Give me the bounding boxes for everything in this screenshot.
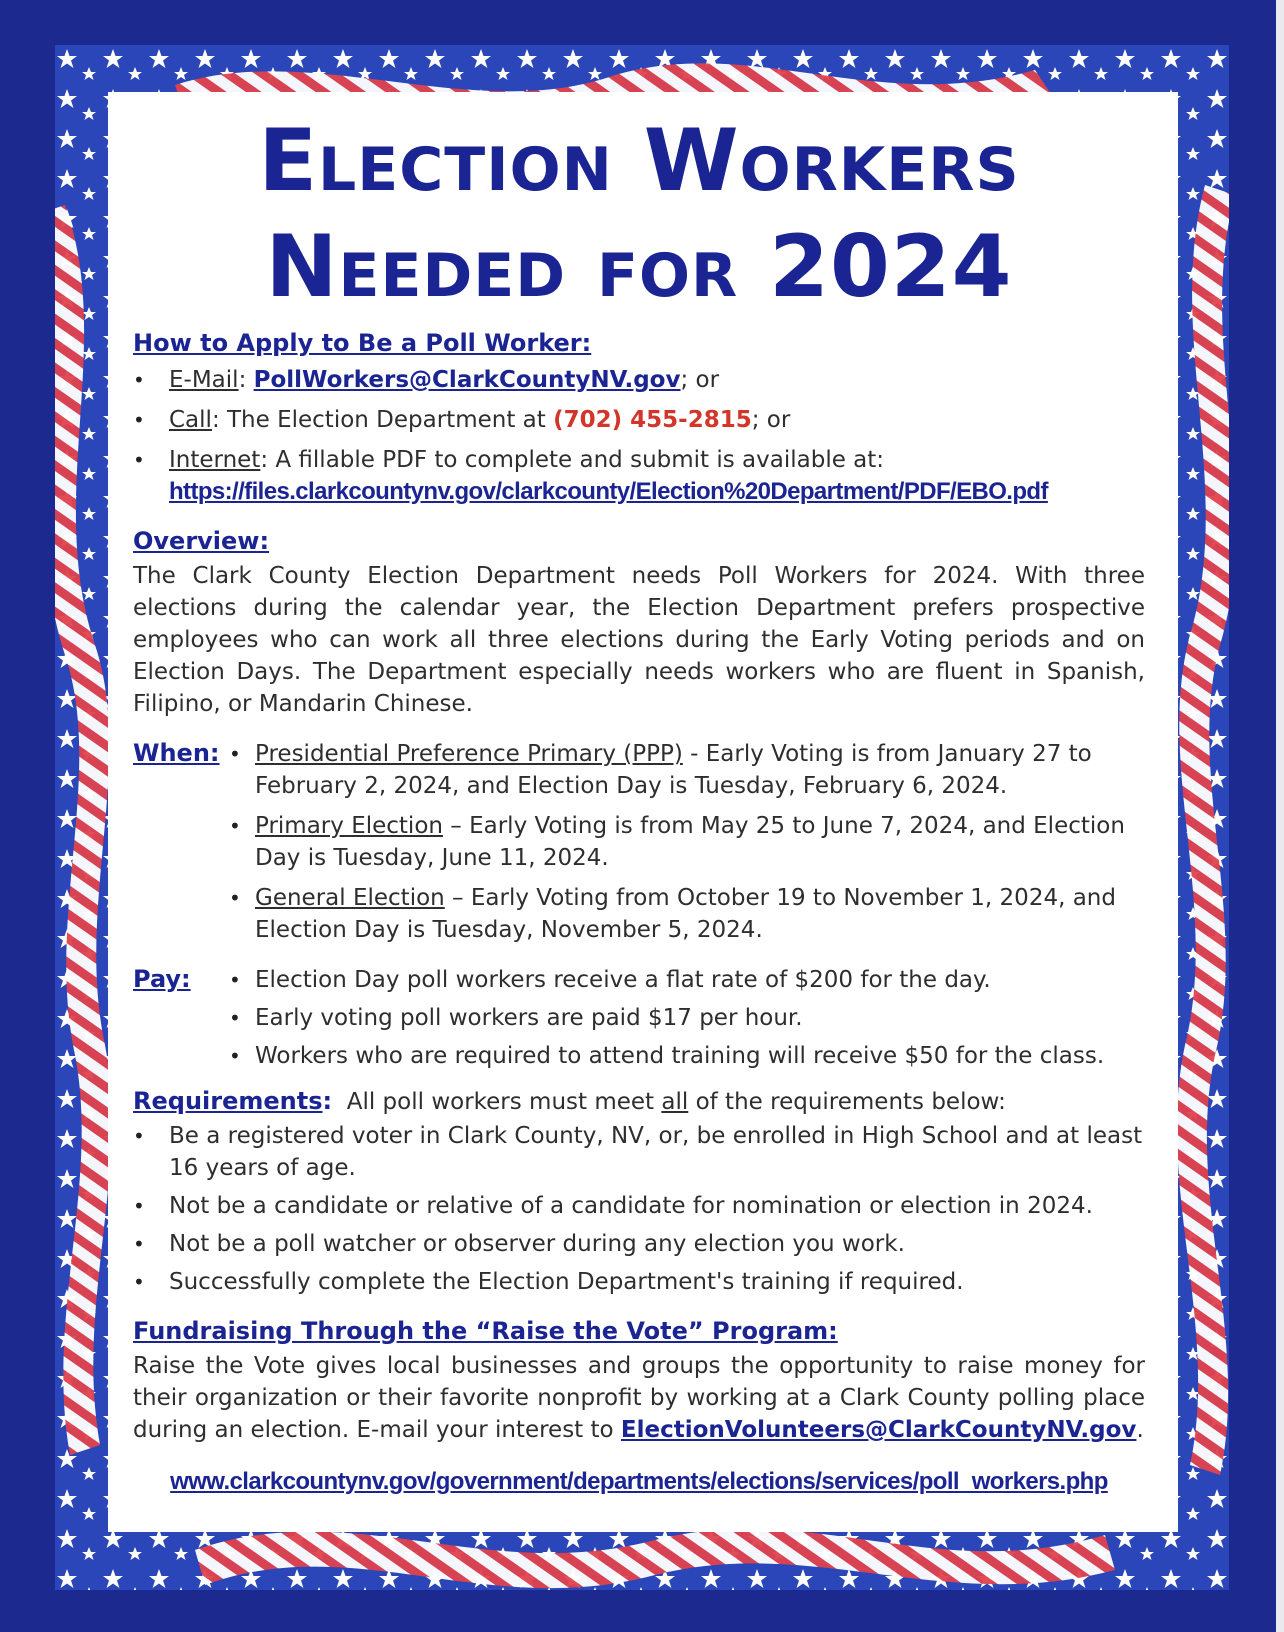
- fundraising-heading: Fundraising Through the “Raise the Vote” Program:: [133, 1317, 838, 1345]
- pay-section: [133, 964, 1145, 1072]
- pay-heading: Pay:: [133, 965, 191, 993]
- internet-label: Internet: [169, 447, 261, 473]
- email-suffix: ; or: [680, 367, 720, 393]
- volunteer-email-link[interactable]: ElectionVolunteers@ClarkCountyNV.gov: [620, 1417, 1137, 1443]
- requirements-intro-before: All poll workers must meet: [346, 1089, 662, 1115]
- requirements-colon: :: [322, 1087, 333, 1115]
- requirements-heading: Requirements: [133, 1087, 323, 1115]
- requirement-item: • Successfully complete the Election Department's training if required.: [133, 1266, 1145, 1298]
- right-edge-strip: [1276, 0, 1284, 1632]
- title-line-2: Needed for 2024: [265, 217, 1013, 317]
- pdf-url-link[interactable]: https://files.clarkcountynv.gov/clarkcounty/Election%20Department/PDF/EBO.pdf: [169, 478, 1048, 505]
- fundraising-body: Raise the Vote gives local businesses and groups the opportunity to raise money for their organization or their favorite nonprofit by working at a Clark County polling place during an election. E-mail your interest to: [133, 1353, 1145, 1443]
- when-item-name: Presidential Preference Primary (PPP): [255, 741, 683, 767]
- apply-heading: How to Apply to Be a Poll Worker:: [133, 329, 592, 357]
- requirements-intro: [133, 1086, 1145, 1118]
- when-item-name: Primary Election: [255, 813, 443, 839]
- when-item-name: General Election: [255, 885, 445, 911]
- footer-url-link[interactable]: www.clarkcountynv.gov/government/departments/elections/services/poll_workers.php: [170, 1468, 1108, 1495]
- when-item-primary: [229, 810, 1145, 874]
- pay-list: [229, 964, 1145, 1072]
- overview-text: The Clark County Election Department needs Poll Workers for 2024. With three elections during the calendar year, the Election Department prefers prospective employees who can work all three elections during the Early Voting periods and on Election Days. The Department especially needs workers who are fluent in Spanish, Filipino, or Mandarin Chinese.: [133, 563, 1145, 717]
- when-item-text: – Early Voting is from May 25 to June 7, 2024, and Election Day is Tuesday, June 11, 2024.: [255, 813, 1125, 871]
- when-heading: When:: [133, 739, 220, 767]
- email-link[interactable]: PollWorkers@ClarkCountyNV.gov: [253, 367, 681, 393]
- call-text: : The Election Department at: [211, 407, 554, 433]
- call-suffix: ; or: [751, 407, 791, 433]
- apply-item-email: • E-Mail: PollWorkers@ClarkCountyNV.gov; or: [133, 364, 1145, 396]
- requirements-intro-emph: all: [661, 1089, 689, 1115]
- when-list: [229, 738, 1145, 946]
- fundraising-text: [133, 1350, 1145, 1446]
- phone-number[interactable]: (702) 455-2815: [553, 407, 752, 433]
- page-title: [133, 108, 1145, 320]
- apply-item-call: [133, 404, 1145, 436]
- fundraising-suffix: .: [1136, 1417, 1144, 1443]
- email-label: E-Mail: [169, 367, 239, 393]
- when-item-ppp: [229, 738, 1145, 802]
- requirements-list: [133, 1120, 1145, 1298]
- internet-text: : A fillable PDF to complete and submit is available at:: [260, 447, 885, 473]
- when-section: [133, 738, 1145, 946]
- flyer-content: [133, 108, 1145, 1496]
- pay-item: • Workers who are required to attend training will receive $50 for the class.: [229, 1040, 1145, 1072]
- call-label: Call: [169, 407, 212, 433]
- title-line-1: Election Workers: [258, 111, 1020, 211]
- when-item-text: - Early Voting is from January 27 to February 2, 2024, and Election Day is Tuesday, February 6, 2024.: [255, 741, 1092, 799]
- apply-item-internet: [133, 444, 1145, 508]
- when-item-general: [229, 882, 1145, 946]
- requirement-item: • Be a registered voter in Clark County, NV, or, be enrolled in High School and at least 16 years of age.: [133, 1120, 1145, 1184]
- overview-heading: Overview:: [133, 527, 270, 555]
- when-item-text: – Early Voting from October 19 to November 1, 2024, and Election Day is Tuesday, November 5, 2024.: [255, 885, 1116, 943]
- pay-item: • Early voting poll workers are paid $17 per hour.: [229, 1002, 1145, 1034]
- requirement-item: • Not be a candidate or relative of a candidate for nomination or election in 2024.: [133, 1190, 1145, 1222]
- requirements-intro-after: of the requirements below:: [688, 1089, 1006, 1115]
- pay-item: • Election Day poll workers receive a flat rate of $200 for the day.: [229, 964, 1145, 996]
- apply-list: [133, 364, 1145, 508]
- requirement-item: • Not be a poll watcher or observer during any election you work.: [133, 1228, 1145, 1260]
